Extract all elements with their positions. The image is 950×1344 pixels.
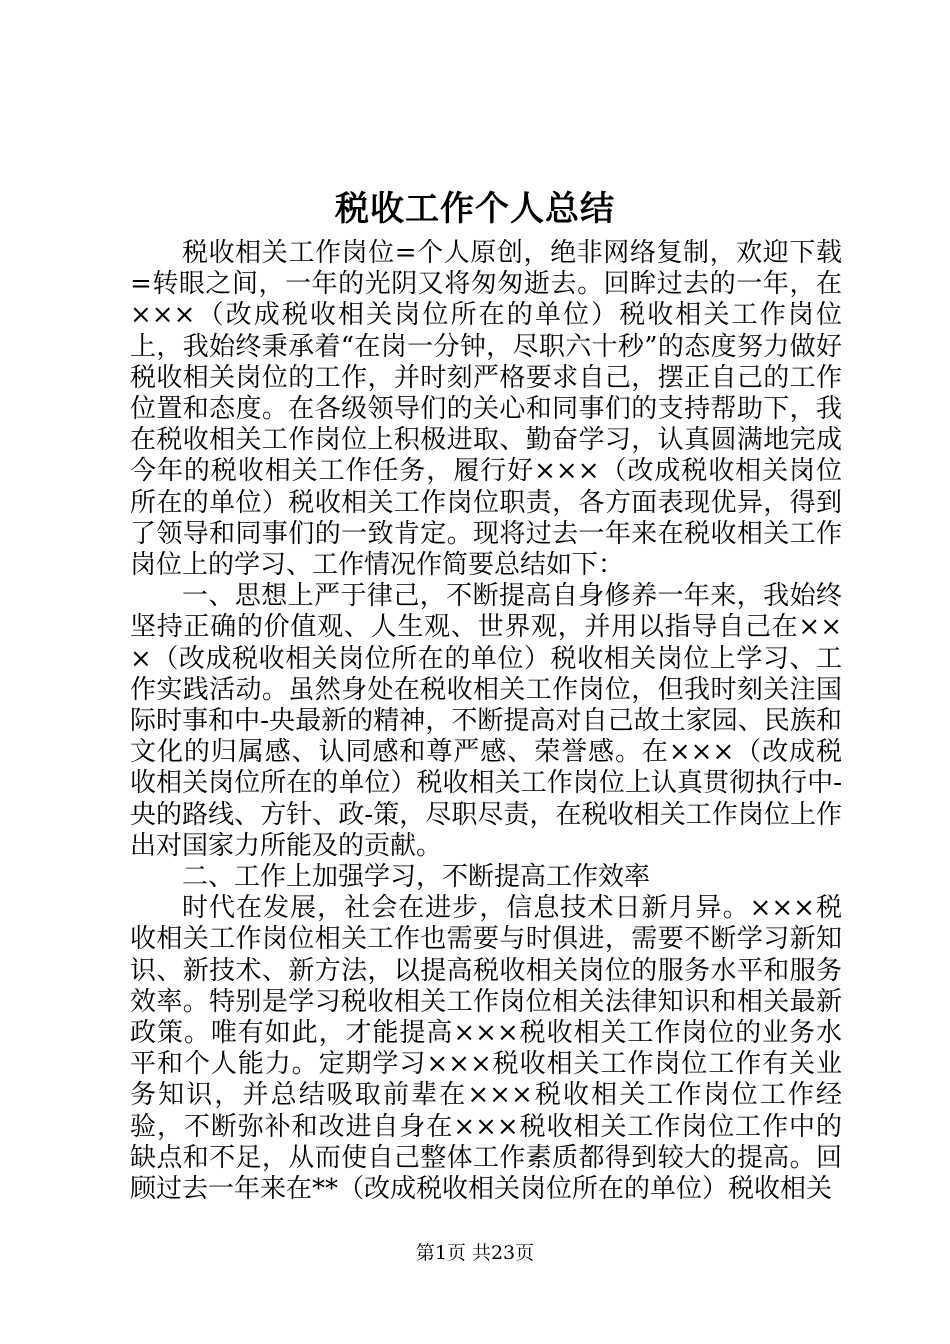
paragraph-section-two-body: 时代在发展，社会在进步，信息技术日新月异。×××税收相关工作岗位相关工作也需要与时俱进，需要不断学习新知识、新技术、新方法，以提高税收相关岗位的服务水平和服务效率。特别是学习税收相关工作岗位相关法律知识和相关最新政策。唯有如此，才能提高×××税收相关工作岗位的业务水平和个人能力。定期学习×××税收相关工作岗位工作有关业务知识，并总结吸取前辈在×××税收相关工作岗位工作经验，不断弥补和改进自身在×××税收相关工作岗位工作中的缺点和不足，从而使自己整体工作素质都得到较大的提高。回顾过去一年来在**（改成税收相关岗位所在的单位）税收相关 bbox=[130, 893, 842, 1205]
document-body bbox=[130, 238, 842, 1205]
page-number-footer: 第1页 共23页 bbox=[415, 1242, 535, 1264]
paragraph-intro: 税收相关工作岗位=个人原创，绝非网络复制，欢迎下载=转眼之间，一年的光阴又将匆匆逝去。回眸过去的一年，在×××（改成税收相关岗位所在的单位）税收相关工作岗位上，我始终秉承着“在岗一分钟，尽职六十秒”的态度努力做好税收相关岗位的工作，并时刻严格要求自己，摆正自己的工作位置和态度。在各级领导们的关心和同事们的支持帮助下，我在税收相关工作岗位上积极进取、勤奋学习，认真圆满地完成今年的税收相关工作任务，履行好×××（改成税收相关岗位所在的单位）税收相关工作岗位职责，各方面表现优异，得到了领导和同事们的一致肯定。现将过去一年来在税收相关工作岗位上的学习、工作情况作简要总结如下： bbox=[130, 238, 842, 581]
paragraph-section-one: 一、思想上严于律己，不断提高自身修养一年来，我始终坚持正确的价值观、人生观、世界观，并用以指导自己在×××（改成税收相关岗位所在的单位）税收相关岗位上学习、工作实践活动。虽然身处在税收相关工作岗位，但我时刻关注国际时事和中-央最新的精神，不断提高对自己故土家园、民族和文化的归属感、认同感和尊严感、荣誉感。在×××（改成税收相关岗位所在的单位）税收相关工作岗位上认真贯彻执行中-央的路线、方针、政-策，尽职尽责，在税收相关工作岗位上作出对国家力所能及的贡献。 bbox=[130, 581, 842, 861]
paragraph-section-two-heading: 二、工作上加强学习，不断提高工作效率 bbox=[182, 862, 651, 893]
document-title: 税收工作个人总结 bbox=[335, 189, 615, 229]
